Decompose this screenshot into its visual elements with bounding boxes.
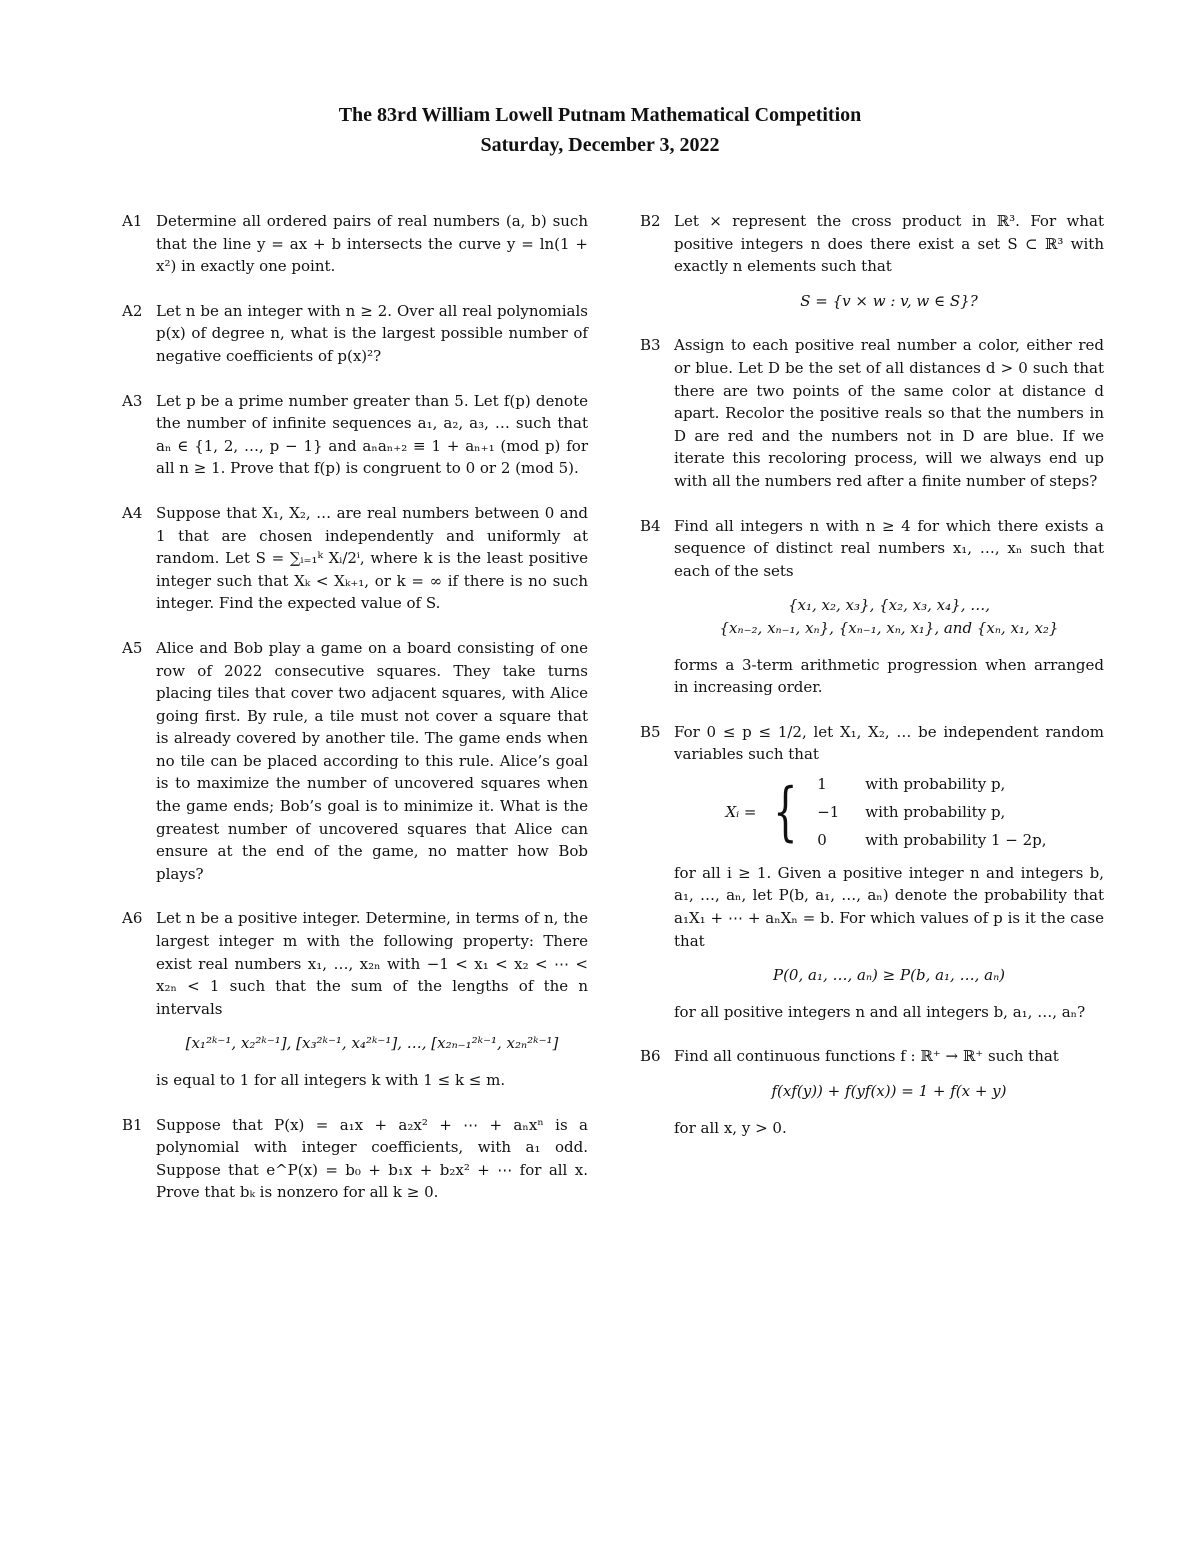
display-equation: [x₁²ᵏ⁻¹, x₂²ᵏ⁻¹], [x₃²ᵏ⁻¹, x₄²ᵏ⁻¹], …, [x₂ₙ₋₁²ᵏ⁻¹, x₂ₙ²ᵏ⁻¹] [185,1034,559,1053]
problem-text: Suppose that X₁, X₂, … are real numbers between 0 and 1 that are chosen independently and uniformly at random. Let S = ∑ᵢ₌₁ᵏ Xᵢ/2ⁱ, where k is the least positive integer such that Xₖ < Xₖ₊₁, or k = ∞ if there is no such integer. Find the expected value of S. [156,503,588,613]
problem-text: Let n be a positive integer. Determine, in terms of n, the largest integer m with the following property: There exist real numbers x₁, …, x₂ₙ with −1 < x₁ < x₂ < ⋯ < x₂ₙ < 1 such that the sum of the lengths of the n intervals [156,909,588,1018]
case-value: 1 [817,774,827,793]
problem-text-continued: for all i ≥ 1. Given a positive integer n and integers b, a₁, …, aₙ, let P(b, a₁, …, aₙ) denote the probability that a₁X₁ + ⋯ + aₙXₙ = b. For which values of p is it the case that [674,863,1104,950]
problem-text-continued: for all positive integers n and all integers b, a₁, …, aₙ? [674,1002,1086,1021]
problem-text: For 0 ≤ p ≤ 1/2, let X₁, X₂, … be independent random variables such that [674,722,1104,764]
cases-display [674,766,1104,862]
page-title [0,100,1200,160]
problem-b5 [640,721,1104,1024]
problem-text: Alice and Bob play a game on a board consisting of one row of 2022 consecutive squares. They take turns placing tiles that cover two adjacent squares, with Alice going first. By rule, a tile must not cover a square that is already covered by another tile. The game ends when no tile can be placed according to this rule. Alice’s goal is to maximize the number of uncovered squares when the game ends; Bob’s goal is to minimize it. What is the greatest number of uncovered squares that Alice can ensure at the end of the game, no matter how Bob plays? [156,638,588,883]
problem-label: B4 [640,516,661,535]
title-line-1: The 83rd William Lowell Putnam Mathematical Competition [338,104,862,126]
cases-lhs: Xᵢ = [725,802,757,821]
problem-a1 [122,210,588,278]
case-row [811,770,1052,798]
problem-label: B2 [640,212,661,230]
problem-a5 [122,637,588,886]
problem-b6 [640,1045,1104,1139]
case-row [811,798,1052,826]
problem-text: Let n be an integer with n ≥ 2. Over all real polynomials p(x) of degree n, what is the largest possible number of negative coefficients of p(x)²? [156,301,588,365]
case-condition: with probability 1 − 2p, [865,830,1047,849]
problem-text-continued: for all x, y > 0. [674,1118,787,1137]
title-line-2: Saturday, December 3, 2022 [480,134,720,156]
display-equation: P(0, a₁, …, aₙ) ≥ P(b, a₁, …, aₙ) [772,966,1006,985]
right-column [640,210,1104,1161]
problem-text: Suppose that P(x) = a₁x + a₂x² + ⋯ + aₙxⁿ is a polynomial with integer coefficients, with a₁ odd. Suppose that e^P(x) = b₀ + b₁x + b₂x² + ⋯ for all x. Prove that bₖ is nonzero for all k ≥ 0. [156,1115,588,1202]
display-equation-line-2: {xₙ₋₂, xₙ₋₁, xₙ}, {xₙ₋₁, xₙ, x₁}, and {xₙ, x₁, x₂} [719,618,1059,637]
problem-text: Find all integers n with n ≥ 4 for which there exists a sequence of distinct real numbers x₁, …, xₙ such that each of the sets [674,516,1104,580]
problem-b3 [640,334,1104,492]
problem-a3 [122,390,588,480]
problem-b2 [640,210,1104,312]
problem-text-continued: forms a 3-term arithmetic progression when arranged in increasing order. [674,655,1104,697]
problem-text: Find all continuous functions f : ℝ⁺ → ℝ⁺ such that [674,1047,1059,1066]
problem-label: A2 [122,301,143,320]
problem-label: B5 [640,722,661,741]
problem-label: B6 [640,1047,661,1066]
problem-text: Assign to each positive real number a color, either red or blue. Let D be the set of all distances d > 0 such that there are two points of the same color at distance d apart. Recolor the positive reals so that the numbers in D are red and the numbers not in D are blue. If we iterate this recoloring process, will we always end up with all the numbers red after a finite number of steps? [674,336,1104,490]
display-equation-line-1: {x₁, x₂, x₃}, {x₂, x₃, x₄}, …, [788,596,990,615]
cases-table [811,770,1052,854]
problem-b1 [122,1114,588,1204]
problem-label: B3 [640,336,661,355]
case-condition: with probability p, [865,774,1006,793]
problem-a4 [122,502,588,615]
problem-text: Let × represent the cross product in ℝ³. For what positive integers n does there exist a set S ⊂ ℝ³ with exactly n elements such that [674,212,1104,276]
problem-label: A4 [122,503,143,522]
case-value: 0 [817,830,827,849]
left-column [122,210,588,1226]
problem-b4 [640,515,1104,699]
problem-label: A6 [122,909,143,928]
problem-a6 [122,907,588,1091]
problem-label: A1 [122,212,143,230]
problem-label: A3 [122,391,143,410]
problem-label: B1 [122,1115,143,1134]
case-value: −1 [817,802,840,821]
problem-label: A5 [122,638,143,657]
display-equation: S = {v × w : v, w ∈ S}? [800,291,978,310]
problem-text-continued: is equal to 1 for all integers k with 1 ≤ k ≤ m. [156,1071,506,1089]
case-row [811,826,1052,854]
problem-text: Determine all ordered pairs of real numbers (a, b) such that the line y = ax + b intersects the curve y = ln(1 + x²) in exactly one point. [156,212,588,276]
problem-text: Let p be a prime number greater than 5. Let f(p) denote the number of infinite sequences a₁, a₂, a₃, … such that aₙ ∈ {1, 2, …, p − 1} and aₙaₙ₊₂ ≡ 1 + aₙ₊₁ (mod p) for all n ≥ 1. Prove that f(p) is congruent to 0 or 2 (mod 5). [156,391,588,478]
display-equation: f(xf(y)) + f(yf(x)) = 1 + f(x + y) [771,1082,1007,1101]
left-brace-icon: { [772,774,798,849]
problem-a2 [122,300,588,368]
case-condition: with probability p, [865,802,1006,821]
